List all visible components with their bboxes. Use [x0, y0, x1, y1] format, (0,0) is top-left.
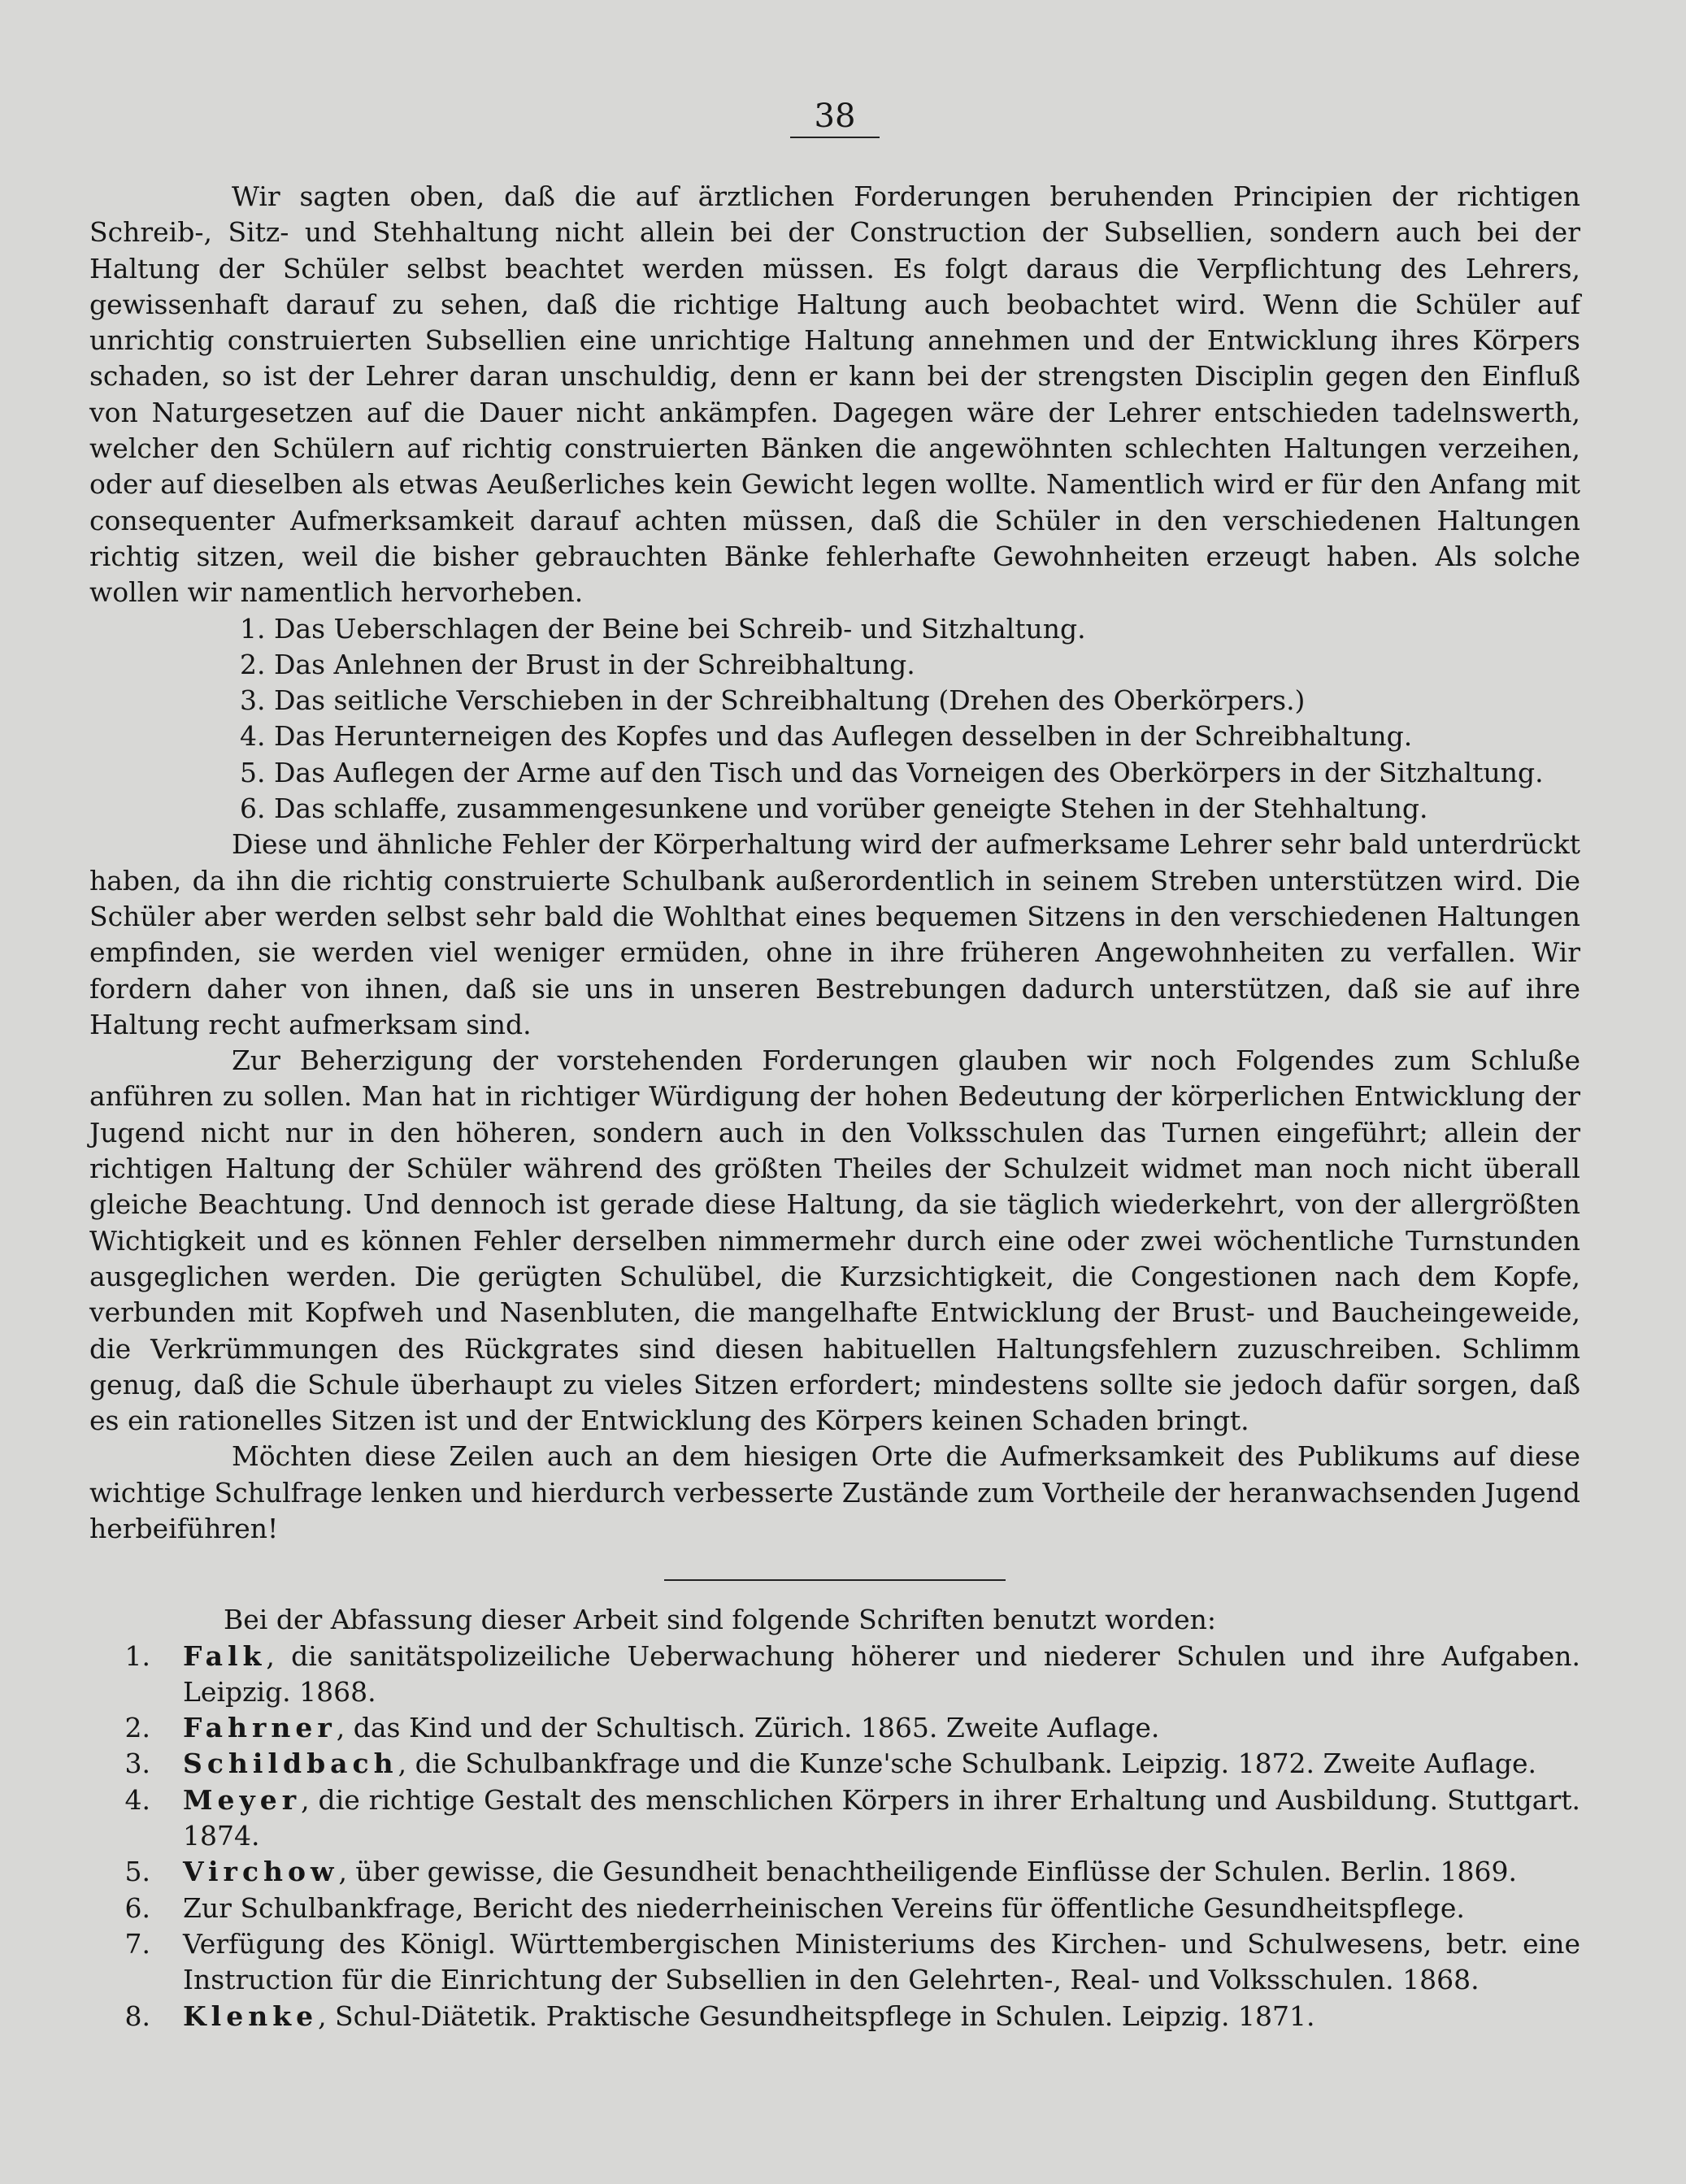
reference-item — [89, 1710, 1580, 1746]
references-intro: Bei der Abfassung dieser Arbeit sind folgende Schriften benutzt worden: — [224, 1604, 1217, 1636]
reference-item — [89, 1782, 1580, 1855]
reference-item — [89, 1639, 1580, 1711]
paragraph-1: Wir sagten oben, daß die auf ärztlichen Forderungen beruhenden Principien der richtigen Schreib-, Sitz- und Stehhaltung nicht allein bei der Construction der Subsellien, sondern auch bei der Haltung der Schüler selbst beachtet werden müssen. Es folgt daraus die Verpflichtung des Lehrers, gewissenhaft darauf zu sehen, daß die richtige Haltung auch beobachtet wird. Wenn die Schüler auf unrichtig construierten Subsellien eine unrichtige Haltung annehmen und der Entwicklung ihres Körpers schaden, so ist der Lehrer daran unschuldig, denn er kann bei der strengsten Disciplin gegen den Einfluß von Naturgesetzen auf die Dauer nicht ankämpfen. Dagegen wäre der Lehrer entschieden tadelnswerth, welcher den Schülern auf richtig construierten Bänken die angewöhnten schlechten Haltungen verzeihen, oder auf dieselben als etwas Aeußerliches kein Gewicht legen wollte. Namentlich wird er für den Anfang mit consequenter Aufmerksamkeit darauf achten müssen, daß die Schüler in den verschiedenen Haltungen richtig sitzen, weil die bisher gebrauchten Bänke fehlerhafte Gewohnheiten erzeugt haben. Als solche wollen wir namentlich hervorheben. — [89, 180, 1580, 609]
reference-author: Falk — [183, 1639, 267, 1672]
paragraph-4: Möchten diese Zeilen auch an dem hiesigen Orte die Aufmerksamkeit des Publikums auf diese wichtige Schulfrage lenken und hierdurch verbesserte Zustände zum Vortheile der heranwachsenden Jugend herbeiführen! — [89, 1440, 1580, 1544]
reference-text: Zur Schulbankfrage, Bericht des niederrheinischen Vereins für öffentliche Gesundheitspflege. — [183, 1891, 1465, 1924]
reference-number: 7. — [124, 1927, 150, 1960]
reference-text: , Schul-Diätetik. Praktische Gesundheitspflege in Schulen. Leipzig. 1871. — [318, 1999, 1315, 2032]
posture-fault-list — [89, 611, 1580, 827]
reference-author: Meyer — [183, 1783, 302, 1816]
list-item: 6. Das schlaffe, zusammengesunkene und vorüber geneigte Stehen in der Stehhaltung. — [240, 792, 1428, 825]
main-text — [89, 179, 1580, 1547]
reference-number: 6. — [124, 1891, 150, 1924]
reference-text: , die sanitätspolizeiliche Ueberwachung höherer und niederer Schulen und ihre Aufgaben. Leipzig. 1868. — [183, 1639, 1580, 1708]
paragraph-3: Zur Beherzigung der vorstehenden Forderungen glauben wir noch Folgendes zum Schluße anführen zu sollen. Man hat in richtiger Würdigung der hohen Bedeutung der körperlichen Entwicklung der Jugend nicht nur in den höheren, sondern auch in den Volksschulen das Turnen eingeführt; allein der richtigen Haltung der Schüler während des größten Theiles der Schulzeit widmet man noch nicht überall gleiche Beachtung. Und dennoch ist gerade diese Haltung, da sie täglich wiederkehrt, von der allergrößten Wichtigkeit und es können Fehler derselben nimmermehr durch eine oder zwei wöchentliche Turnstunden ausgeglichen werden. Die gerügten Schulübel, die Kurzsichtigkeit, die Congestionen nach dem Kopfe, verbunden mit Kopfweh und Nasenbluten, die mangelhafte Entwicklung der Brust- und Baucheingeweide, die Verkrümmungen des Rückgrates sind diesen habituellen Haltungsfehlern zuzuschreiben. Schlimm genug, daß die Schule überhaupt zu vieles Sitzen erfordert; mindestens sollte sie jedoch dafür sorgen, daß es ein rationelles Sitzen ist und der Entwicklung des Körpers keinen Schaden bringt. — [89, 1044, 1580, 1437]
list-item: 4. Das Herunterneigen des Kopfes und das Auflegen desselben in der Schreibhaltung. — [240, 720, 1413, 753]
reference-number: 2. — [124, 1712, 150, 1744]
list-item: 2. Das Anlehnen der Brust in der Schreibhaltung. — [240, 648, 915, 680]
reference-author: Schildbach — [183, 1748, 398, 1780]
reference-author: Klenke — [183, 1999, 319, 2032]
reference-number: 4. — [124, 1783, 150, 1816]
reference-number: 8. — [124, 1999, 150, 2032]
references-list — [89, 1639, 1580, 2034]
reference-text: , das Kind und der Schultisch. Zürich. 1865. Zweite Auflage. — [336, 1712, 1160, 1744]
paragraph-2: Diese und ähnliche Fehler der Körperhaltung wird der aufmerksame Lehrer sehr bald unterdrückt haben, da ihn die richtig construierte Schulbank außerordentlich in seinem Streben unterstützen wird. Die Schüler aber werden selbst sehr bald die Wohlthat eines bequemen Sitzens in den verschiedenen Haltungen empfinden, sie werden viel weniger ermüden, ohne in ihre früheren Angewohnheiten zu verfallen. Wir fordern daher von ihnen, daß sie uns in unseren Bestrebungen dadurch unterstützen, daß sie auf ihre Haltung recht aufmerksam sind. — [89, 828, 1580, 1040]
section-divider — [664, 1579, 1006, 1581]
reference-text: , die Schulbankfrage und die Kunze'sche Schulbank. Leipzig. 1872. Zweite Auflage. — [398, 1748, 1536, 1780]
list-item: 3. Das seitliche Verschieben in der Schreibhaltung (Drehen des Oberkörpers.) — [240, 684, 1306, 717]
reference-author: Fahrner — [183, 1712, 337, 1744]
reference-item — [89, 1999, 1580, 2034]
reference-text: Verfügung des Königl. Württembergischen Ministeriums des Kirchen- und Schulwesens, betr. eine Instruction für die Einrichtung der Subsellien in den Gelehrten-, Real- und Volksschulen. 1868. — [183, 1927, 1580, 1996]
reference-number: 5. — [124, 1856, 150, 1888]
reference-number: 3. — [124, 1748, 150, 1780]
list-item: 1. Das Ueberschlagen der Beine bei Schreib- und Sitzhaltung. — [240, 612, 1086, 645]
reference-item — [89, 1746, 1580, 1782]
reference-item — [89, 1854, 1580, 1890]
reference-number: 1. — [124, 1639, 150, 1672]
reference-author: Virchow — [183, 1856, 339, 1888]
reference-item — [89, 1926, 1580, 1999]
reference-text: , die richtige Gestalt des menschlichen Körpers in ihrer Erhaltung und Ausbildung. Stuttgart. 1874. — [183, 1783, 1580, 1852]
list-item: 5. Das Auflegen der Arme auf den Tisch und das Vorneigen des Oberkörpers in der Sitzhaltung. — [240, 756, 1544, 788]
page-number: 38 — [89, 98, 1580, 138]
reference-text: , über gewisse, die Gesundheit benachtheiligende Einflüsse der Schulen. Berlin. 1869. — [338, 1856, 1518, 1888]
reference-item — [89, 1891, 1580, 1926]
